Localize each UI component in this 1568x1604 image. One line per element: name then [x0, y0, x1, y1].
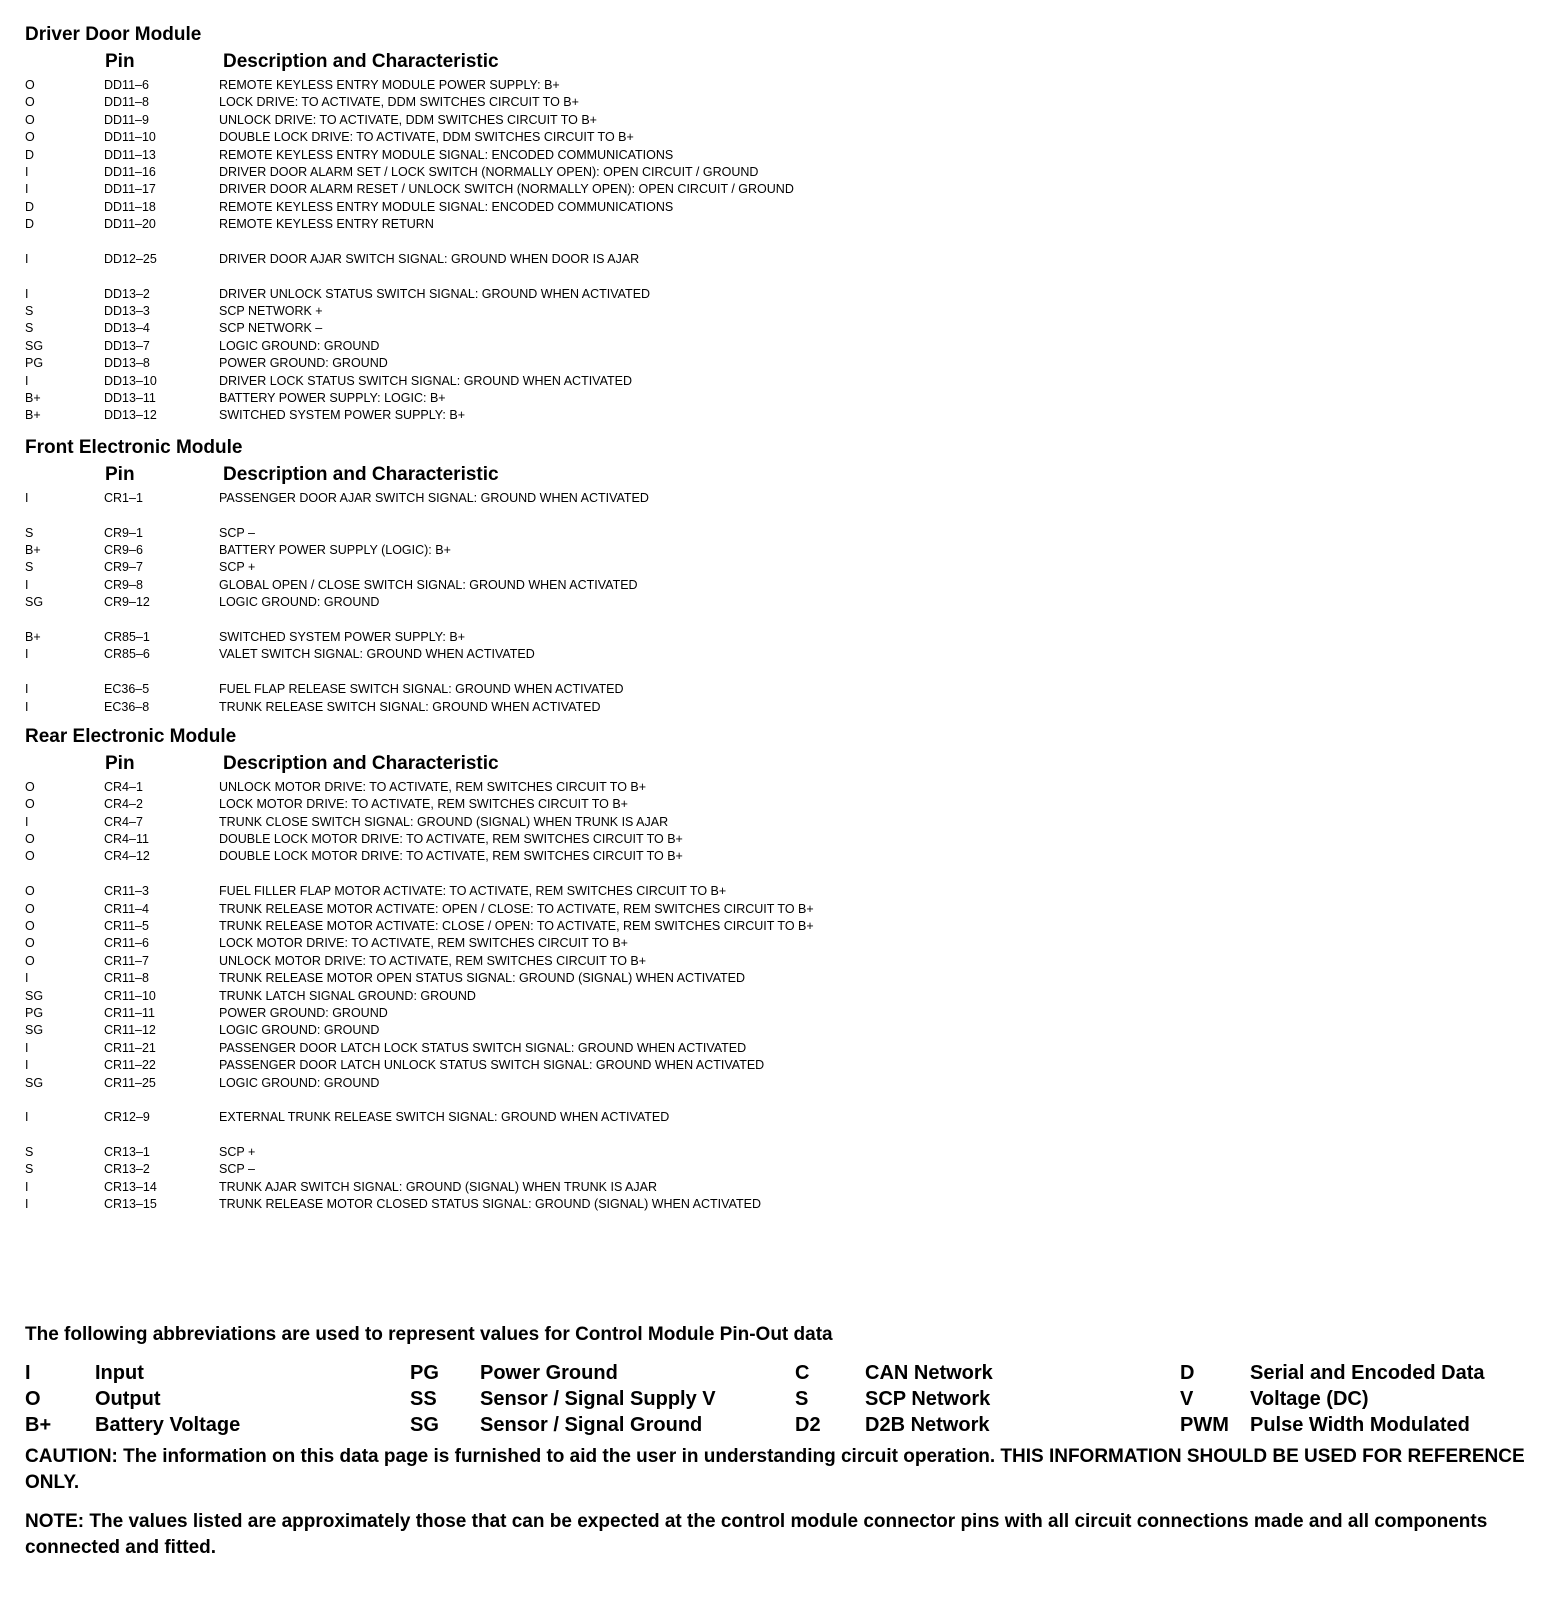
abbreviation-label: Serial and Encoded Data: [1250, 1362, 1485, 1384]
abbreviation-label: Sensor / Signal Ground: [480, 1414, 703, 1436]
pin-id: CR13–15: [104, 1197, 157, 1212]
pin-description: DOUBLE LOCK DRIVE: TO ACTIVATE, DDM SWITCHES CIRCUIT TO B+: [219, 130, 634, 145]
pin-id: EC36–5: [104, 682, 150, 697]
abbreviation-code: SG: [410, 1414, 439, 1436]
signal-type: PG: [25, 356, 44, 371]
table-row: [25, 1005, 1545, 1022]
pin-description: SCP –: [219, 1162, 255, 1177]
signal-type: I: [25, 577, 29, 592]
table-row: [25, 147, 1545, 164]
group-spacer: [25, 612, 1545, 629]
pin-id: DD11–9: [104, 112, 149, 127]
table-row: [25, 94, 1545, 111]
pin-description: UNLOCK MOTOR DRIVE: TO ACTIVATE, REM SWITCHES CIRCUIT TO B+: [219, 953, 647, 968]
table-row: [25, 216, 1545, 233]
table-row: [25, 848, 1545, 865]
abbreviation-code: C: [795, 1362, 810, 1384]
table-row: [25, 199, 1545, 216]
table-row: [25, 407, 1545, 424]
group-spacer: [25, 234, 1545, 251]
signal-type: O: [25, 901, 35, 916]
group-spacer: [25, 1127, 1545, 1144]
pin-description: GLOBAL OPEN / CLOSE SWITCH SIGNAL: GROUND WHEN ACTIVATED: [219, 577, 638, 592]
signal-type: I: [25, 971, 29, 986]
table-row: [25, 1075, 1545, 1092]
abbreviations-title: The following abbreviations are used to represent values for Control Module Pin-Out data: [25, 1324, 833, 1345]
pin-id: CR11–10: [104, 988, 156, 1003]
pin-id: DD12–25: [104, 251, 157, 266]
signal-type: I: [25, 647, 29, 662]
pin-id: DD13–12: [104, 408, 157, 423]
table-row: [25, 525, 1545, 542]
table-row: [25, 355, 1545, 372]
section-spacer: [25, 425, 1545, 435]
pin-id: CR1–1: [104, 490, 143, 505]
table-row: [25, 1109, 1545, 1126]
table-row: [25, 286, 1545, 303]
signal-type: I: [25, 699, 29, 714]
group-spacer: [25, 664, 1545, 681]
pin-id: CR4–7: [104, 814, 143, 829]
table-row: [25, 1040, 1545, 1057]
pin-header: Pin: [105, 51, 135, 72]
pin-id: DD13–7: [104, 338, 150, 353]
table-row: [25, 988, 1545, 1005]
table-row: [25, 594, 1545, 611]
abbreviation-code: V: [1180, 1388, 1194, 1410]
pin-description: VALET SWITCH SIGNAL: GROUND WHEN ACTIVATED: [219, 647, 535, 662]
signal-type: D: [25, 147, 35, 162]
table-row: [25, 112, 1545, 129]
pin-id: CR11–5: [104, 919, 149, 934]
signal-type: O: [25, 797, 35, 812]
signal-type: PG: [25, 1005, 44, 1020]
pin-id: CR11–22: [104, 1058, 156, 1073]
pin-description: LOCK MOTOR DRIVE: TO ACTIVATE, REM SWITCHES CIRCUIT TO B+: [219, 936, 628, 951]
pin-id: DD11–10: [104, 130, 156, 145]
module-section: [25, 724, 1545, 1222]
signal-type: I: [25, 814, 29, 829]
pin-description: UNLOCK DRIVE: TO ACTIVATE, DDM SWITCHES CIRCUIT TO B+: [219, 112, 597, 127]
signal-type: I: [25, 1110, 29, 1125]
table-row: [25, 338, 1545, 355]
pin-id: CR9–12: [104, 595, 150, 610]
pin-id: CR11–25: [104, 1075, 156, 1090]
pinout-page: [25, 22, 1545, 1222]
table-row: [25, 577, 1545, 594]
table-row: [25, 1057, 1545, 1074]
pin-description: DRIVER DOOR ALARM SET / LOCK SWITCH (NORMALLY OPEN): OPEN CIRCUIT / GROUND: [219, 164, 759, 179]
pin-table: [25, 489, 1545, 716]
signal-type: O: [25, 779, 35, 794]
table-row: [25, 681, 1545, 698]
signal-type: B+: [25, 629, 41, 644]
pin-description: SCP +: [219, 560, 256, 575]
table-row: [25, 953, 1545, 970]
table-row: [25, 77, 1545, 94]
group-spacer: [25, 866, 1545, 883]
pin-description: PASSENGER DOOR LATCH LOCK STATUS SWITCH SIGNAL: GROUND WHEN ACTIVATED: [219, 1040, 747, 1055]
pin-id: CR9–1: [104, 525, 143, 540]
abbreviation-code: D2: [795, 1414, 821, 1436]
table-row: [25, 901, 1545, 918]
table-row: [25, 1144, 1545, 1161]
table-row: [25, 935, 1545, 952]
signal-type: S: [25, 304, 34, 319]
pin-id: CR9–7: [104, 560, 143, 575]
table-row: [25, 831, 1545, 848]
pin-id: DD11–18: [104, 199, 156, 214]
signal-type: O: [25, 849, 35, 864]
signal-type: S: [25, 1145, 34, 1160]
pin-description: DRIVER UNLOCK STATUS SWITCH SIGNAL: GROUND WHEN ACTIVATED: [219, 286, 651, 301]
pin-id: DD13–3: [104, 304, 150, 319]
description-header: Description and Characteristic: [223, 51, 499, 72]
pin-description: DOUBLE LOCK MOTOR DRIVE: TO ACTIVATE, REM SWITCHES CIRCUIT TO B+: [219, 832, 683, 847]
pin-header: Pin: [105, 463, 135, 485]
table-row: [25, 883, 1545, 900]
abbreviation-label: SCP Network: [865, 1388, 991, 1410]
pin-header: Pin: [105, 752, 135, 774]
pin-id: CR4–2: [104, 797, 143, 812]
description-header: Description and Characteristic: [223, 463, 499, 485]
table-row: [25, 1196, 1545, 1213]
section-title: Front Electronic Module: [25, 436, 243, 458]
column-header: [25, 48, 1545, 76]
pin-id: CR13–14: [104, 1179, 157, 1194]
section-spacer: [25, 1214, 1545, 1222]
pin-description: TRUNK RELEASE MOTOR OPEN STATUS SIGNAL: GROUND (SIGNAL) WHEN ACTIVATED: [219, 971, 745, 986]
pin-id: CR4–1: [104, 779, 143, 794]
pin-id: EC36–8: [104, 699, 150, 714]
section-title: Rear Electronic Module: [25, 725, 237, 747]
signal-type: O: [25, 112, 35, 127]
table-row: [25, 699, 1545, 716]
signal-type: I: [25, 1197, 29, 1212]
signal-type: D: [25, 217, 35, 232]
pin-table: [25, 778, 1545, 1214]
signal-type: B+: [25, 408, 41, 423]
abbreviation-label: Input: [95, 1362, 144, 1384]
table-row: [25, 181, 1545, 198]
module-section: [25, 22, 1545, 435]
group-spacer: [25, 268, 1545, 285]
pin-description: POWER GROUND: GROUND: [219, 356, 388, 371]
signal-type: I: [25, 1040, 29, 1055]
table-row: [25, 164, 1545, 181]
signal-type: O: [25, 953, 35, 968]
abbreviation-label: Voltage (DC): [1250, 1388, 1369, 1410]
pin-id: CR85–6: [104, 647, 150, 662]
pin-id: CR11–6: [104, 936, 149, 951]
pin-description: DRIVER DOOR AJAR SWITCH SIGNAL: GROUND WHEN DOOR IS AJAR: [219, 251, 640, 266]
pin-description: LOGIC GROUND: GROUND: [219, 1023, 380, 1038]
pin-description: REMOTE KEYLESS ENTRY RETURN: [219, 217, 434, 232]
abbreviation-row: [25, 1360, 1545, 1386]
pin-id: CR11–21: [104, 1040, 156, 1055]
table-row: [25, 646, 1545, 663]
abbreviation-label: Sensor / Signal Supply V: [480, 1388, 716, 1410]
signal-type: S: [25, 1162, 34, 1177]
pin-id: CR11–11: [104, 1005, 155, 1020]
pin-description: POWER GROUND: GROUND: [219, 1005, 388, 1020]
abbreviation-row: [25, 1412, 1545, 1438]
signal-type: O: [25, 832, 35, 847]
signal-type: I: [25, 682, 29, 697]
signal-type: I: [25, 373, 29, 388]
abbreviation-label: Power Ground: [480, 1362, 618, 1384]
pin-id: DD11–6: [104, 78, 149, 92]
table-row: [25, 129, 1545, 146]
pin-description: TRUNK RELEASE MOTOR CLOSED STATUS SIGNAL: GROUND (SIGNAL) WHEN ACTIVATED: [219, 1197, 761, 1212]
pin-description: SCP NETWORK –: [219, 321, 323, 336]
table-row: [25, 970, 1545, 987]
pin-id: DD11–20: [104, 217, 156, 232]
signal-type: O: [25, 936, 35, 951]
table-row: [25, 542, 1545, 559]
signal-type: D: [25, 199, 35, 214]
table-row: [25, 629, 1545, 646]
signal-type: SG: [25, 988, 44, 1003]
signal-type: SG: [25, 1023, 44, 1038]
pin-id: CR13–2: [104, 1162, 150, 1177]
pin-description: DRIVER DOOR ALARM RESET / UNLOCK SWITCH (NORMALLY OPEN): OPEN CIRCUIT / GROUND: [219, 182, 794, 197]
signal-type: SG: [25, 595, 44, 610]
pin-id: CR11–7: [104, 953, 149, 968]
pin-table: [25, 76, 1545, 425]
pin-description: TRUNK RELEASE MOTOR ACTIVATE: OPEN / CLOSE: TO ACTIVATE, REM SWITCHES CIRCUIT TO B+: [219, 901, 814, 916]
abbreviation-row: [25, 1386, 1545, 1412]
signal-type: I: [25, 182, 29, 197]
pin-description: TRUNK LATCH SIGNAL GROUND: GROUND: [219, 988, 476, 1003]
column-header: [25, 461, 1545, 489]
table-row: [25, 779, 1545, 796]
pin-description: FUEL FLAP RELEASE SWITCH SIGNAL: GROUND WHEN ACTIVATED: [219, 682, 624, 697]
signal-type: B+: [25, 542, 41, 557]
pin-description: REMOTE KEYLESS ENTRY MODULE SIGNAL: ENCODED COMMUNICATIONS: [219, 199, 674, 214]
pin-description: TRUNK CLOSE SWITCH SIGNAL: GROUND (SIGNAL) WHEN TRUNK IS AJAR: [219, 814, 669, 829]
signal-type: I: [25, 286, 29, 301]
signal-type: O: [25, 919, 35, 934]
signal-type: O: [25, 130, 35, 145]
note-text: NOTE: The values listed are approximately those that can be expected at the control module connector pins with all circuit connections made and all components connected and fitted.: [25, 1511, 1488, 1558]
signal-type: I: [25, 1179, 29, 1194]
pin-id: DD11–17: [104, 182, 156, 197]
table-row: [25, 796, 1545, 813]
pin-id: CR11–12: [104, 1023, 156, 1038]
table-row: [25, 1179, 1545, 1196]
signal-type: SG: [25, 338, 44, 353]
table-row: [25, 559, 1545, 576]
table-row: [25, 918, 1545, 935]
caution-text: CAUTION: The information on this data page is furnished to aid the user in understanding circuit operation. THIS INFORMATION SHOULD BE USED FOR REFERENCE ONLY.: [25, 1446, 1525, 1493]
table-row: [25, 1022, 1545, 1039]
table-row: [25, 373, 1545, 390]
abbreviation-code: SS: [410, 1388, 437, 1410]
group-spacer: [25, 1092, 1545, 1109]
abbreviation-code: O: [25, 1388, 41, 1410]
table-row: [25, 814, 1545, 831]
table-row: [25, 251, 1545, 268]
signal-type: S: [25, 560, 34, 575]
column-header: [25, 750, 1545, 778]
pin-description: SWITCHED SYSTEM POWER SUPPLY: B+: [219, 629, 465, 644]
abbreviation-label: Output: [95, 1388, 161, 1410]
abbreviation-label: Battery Voltage: [95, 1414, 241, 1436]
pin-description: TRUNK RELEASE SWITCH SIGNAL: GROUND WHEN ACTIVATED: [219, 699, 601, 714]
description-header: Description and Characteristic: [223, 752, 499, 774]
pin-id: CR13–1: [104, 1145, 150, 1160]
signal-type: I: [25, 251, 29, 266]
pin-description: SWITCHED SYSTEM POWER SUPPLY: B+: [219, 408, 465, 423]
pin-description: TRUNK AJAR SWITCH SIGNAL: GROUND (SIGNAL) WHEN TRUNK IS AJAR: [219, 1179, 658, 1194]
pin-id: CR11–8: [104, 971, 149, 986]
pin-description: SCP +: [219, 1145, 256, 1160]
pin-id: CR9–6: [104, 542, 143, 557]
pin-id: DD13–4: [104, 321, 150, 336]
signal-type: B+: [25, 391, 41, 406]
pin-id: CR4–12: [104, 849, 150, 864]
pin-id: DD11–13: [104, 147, 156, 162]
pin-description: LOCK DRIVE: TO ACTIVATE, DDM SWITCHES CIRCUIT TO B+: [219, 95, 579, 110]
abbreviation-code: I: [25, 1362, 31, 1384]
abbreviations-legend: [25, 1360, 1545, 1438]
abbreviation-code: S: [795, 1388, 809, 1410]
pin-description: SCP NETWORK +: [219, 304, 323, 319]
signal-type: SG: [25, 1075, 44, 1090]
pin-description: LOCK MOTOR DRIVE: TO ACTIVATE, REM SWITCHES CIRCUIT TO B+: [219, 797, 628, 812]
pin-id: CR85–1: [104, 629, 150, 644]
abbreviation-code: PWM: [1180, 1414, 1229, 1436]
abbreviation-code: PG: [410, 1362, 439, 1384]
signal-type: I: [25, 1058, 29, 1073]
table-row: [25, 390, 1545, 407]
pin-description: PASSENGER DOOR LATCH UNLOCK STATUS SWITCH SIGNAL: GROUND WHEN ACTIVATED: [219, 1058, 765, 1073]
signal-type: O: [25, 78, 35, 92]
pin-description: BATTERY POWER SUPPLY (LOGIC): B+: [219, 542, 451, 557]
abbreviation-code: B+: [25, 1414, 52, 1436]
pin-description: LOGIC GROUND: GROUND: [219, 1075, 380, 1090]
pin-description: DRIVER LOCK STATUS SWITCH SIGNAL: GROUND WHEN ACTIVATED: [219, 373, 633, 388]
table-row: [25, 1161, 1545, 1178]
pin-id: CR11–3: [104, 884, 149, 899]
signal-type: S: [25, 321, 34, 336]
pin-id: DD13–11: [104, 391, 156, 406]
pin-description: LOGIC GROUND: GROUND: [219, 595, 380, 610]
signal-type: I: [25, 164, 29, 179]
pin-description: UNLOCK MOTOR DRIVE: TO ACTIVATE, REM SWITCHES CIRCUIT TO B+: [219, 779, 647, 794]
pin-description: EXTERNAL TRUNK RELEASE SWITCH SIGNAL: GROUND WHEN ACTIVATED: [219, 1110, 670, 1125]
abbreviation-code: D: [1180, 1362, 1195, 1384]
pin-id: DD11–8: [104, 95, 149, 110]
pin-id: CR9–8: [104, 577, 143, 592]
pin-description: FUEL FILLER FLAP MOTOR ACTIVATE: TO ACTIVATE, REM SWITCHES CIRCUIT TO B+: [219, 884, 727, 899]
pin-id: DD13–10: [104, 373, 157, 388]
abbreviation-label: D2B Network: [865, 1414, 990, 1436]
pin-description: DOUBLE LOCK MOTOR DRIVE: TO ACTIVATE, REM SWITCHES CIRCUIT TO B+: [219, 849, 683, 864]
table-row: [25, 320, 1545, 337]
section-spacer: [25, 716, 1545, 724]
abbreviation-label: Pulse Width Modulated: [1250, 1414, 1470, 1436]
signal-type: I: [25, 490, 29, 505]
pin-id: DD13–2: [104, 286, 150, 301]
pin-description: LOGIC GROUND: GROUND: [219, 338, 380, 353]
pin-description: TRUNK RELEASE MOTOR ACTIVATE: CLOSE / OPEN: TO ACTIVATE, REM SWITCHES CIRCUIT TO B+: [219, 919, 814, 934]
table-row: [25, 303, 1545, 320]
signal-type: O: [25, 95, 35, 110]
pin-id: DD11–16: [104, 164, 156, 179]
pin-description: SCP –: [219, 525, 255, 540]
pin-id: CR11–4: [104, 901, 149, 916]
pin-description: BATTERY POWER SUPPLY: LOGIC: B+: [219, 391, 446, 406]
pin-description: REMOTE KEYLESS ENTRY MODULE SIGNAL: ENCODED COMMUNICATIONS: [219, 147, 674, 162]
signal-type: O: [25, 884, 35, 899]
pin-id: CR12–9: [104, 1110, 150, 1125]
module-section: [25, 435, 1545, 724]
pin-id: DD13–8: [104, 356, 150, 371]
section-title: Driver Door Module: [25, 24, 202, 45]
pin-description: PASSENGER DOOR AJAR SWITCH SIGNAL: GROUND WHEN ACTIVATED: [219, 490, 649, 505]
abbreviation-label: CAN Network: [865, 1362, 993, 1384]
pin-description: REMOTE KEYLESS ENTRY MODULE POWER SUPPLY: B+: [219, 78, 560, 92]
group-spacer: [25, 507, 1545, 524]
table-row: [25, 490, 1545, 507]
signal-type: S: [25, 525, 34, 540]
pin-id: CR4–11: [104, 832, 149, 847]
